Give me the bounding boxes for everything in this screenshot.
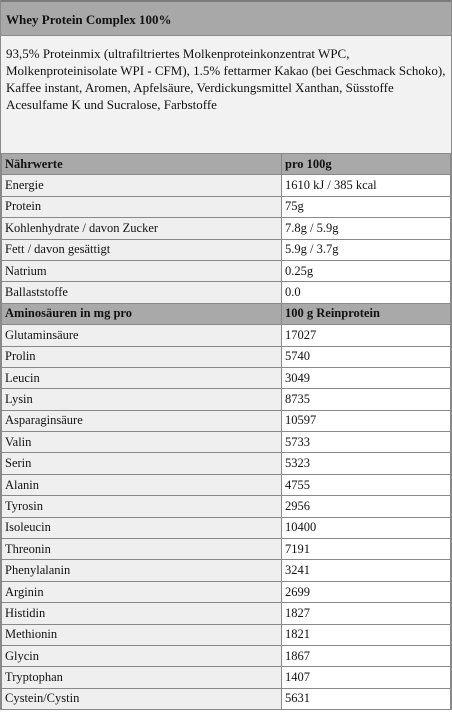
label-cell: Kohlenhydrate / davon Zucker bbox=[2, 218, 282, 239]
value-cell: 1867 bbox=[282, 645, 451, 666]
value-cell: 1827 bbox=[282, 603, 451, 624]
label-cell: Leucin bbox=[2, 367, 282, 388]
table-header-row bbox=[2, 303, 451, 324]
label-cell: Threonin bbox=[2, 539, 282, 560]
product-title: Whey Protein Complex 100% bbox=[1, 0, 451, 36]
table-header-row bbox=[2, 154, 451, 175]
value-cell: 1610 kJ / 385 kcal bbox=[282, 175, 451, 196]
table-row bbox=[2, 453, 451, 474]
table-row bbox=[2, 432, 451, 453]
label-cell: Energie bbox=[2, 175, 282, 196]
value-cell: 7.8g / 5.9g bbox=[282, 218, 451, 239]
value-cell: 8735 bbox=[282, 389, 451, 410]
table-row bbox=[2, 667, 451, 688]
header-label-cell: Aminosäuren in mg pro bbox=[2, 303, 282, 324]
label-cell: Tryptophan bbox=[2, 667, 282, 688]
label-cell: Isoleucin bbox=[2, 517, 282, 538]
value-cell: 2699 bbox=[282, 581, 451, 602]
label-cell: Protein bbox=[2, 196, 282, 217]
header-label-cell: Nährwerte bbox=[2, 154, 282, 175]
value-cell: 0.0 bbox=[282, 282, 451, 303]
table-row bbox=[2, 496, 451, 517]
label-cell: Phenylalanin bbox=[2, 560, 282, 581]
value-cell: 10400 bbox=[282, 517, 451, 538]
table-row bbox=[2, 389, 451, 410]
value-cell: 1407 bbox=[282, 667, 451, 688]
value-cell: 5.9g / 3.7g bbox=[282, 239, 451, 260]
table-row bbox=[2, 688, 451, 709]
value-cell: 4755 bbox=[282, 474, 451, 495]
table-row bbox=[2, 560, 451, 581]
label-cell: Histidin bbox=[2, 603, 282, 624]
value-cell: 3241 bbox=[282, 560, 451, 581]
table-row bbox=[2, 239, 451, 260]
table-row bbox=[2, 175, 451, 196]
ingredients-text: 93,5% Proteinmix (ultrafiltriertes Molkenproteinkonzentrat WPC, Molkenproteinisolate WPI - CFM), 1.5% fettarmer Kakao (bei Geschmack Schoko), Kaffee instant, Aromen, Apfelsäure, Verdickungsmittel Xanthan, Süsstoffe Acesulfame K und Sucralose, Farbstoffe bbox=[1, 36, 451, 153]
table-row bbox=[2, 474, 451, 495]
label-cell: Natrium bbox=[2, 260, 282, 281]
label-cell: Ballaststoffe bbox=[2, 282, 282, 303]
header-value-cell: 100 g Reinprotein bbox=[282, 303, 451, 324]
label-cell: Glutaminsäure bbox=[2, 325, 282, 346]
table-row bbox=[2, 218, 451, 239]
label-cell: Valin bbox=[2, 432, 282, 453]
value-cell: 5631 bbox=[282, 688, 451, 709]
value-cell: 3049 bbox=[282, 367, 451, 388]
value-cell: 5740 bbox=[282, 346, 451, 367]
table-row bbox=[2, 539, 451, 560]
table-row bbox=[2, 581, 451, 602]
table-row bbox=[2, 196, 451, 217]
table-row bbox=[2, 410, 451, 431]
table-row bbox=[2, 645, 451, 666]
label-cell: Arginin bbox=[2, 581, 282, 602]
value-cell: 2956 bbox=[282, 496, 451, 517]
value-cell: 5733 bbox=[282, 432, 451, 453]
label-cell: Serin bbox=[2, 453, 282, 474]
table-row bbox=[2, 624, 451, 645]
table-row bbox=[2, 325, 451, 346]
label-cell: Tyrosin bbox=[2, 496, 282, 517]
table-row bbox=[2, 517, 451, 538]
label-cell: Asparaginsäure bbox=[2, 410, 282, 431]
table-row bbox=[2, 367, 451, 388]
value-cell: 7191 bbox=[282, 539, 451, 560]
table-row bbox=[2, 346, 451, 367]
label-cell: Cystein/Cystin bbox=[2, 688, 282, 709]
value-cell: 0.25g bbox=[282, 260, 451, 281]
value-cell: 10597 bbox=[282, 410, 451, 431]
value-cell: 5323 bbox=[282, 453, 451, 474]
nutrition-table bbox=[1, 153, 451, 710]
label-cell: Fett / davon gesättigt bbox=[2, 239, 282, 260]
table-row bbox=[2, 260, 451, 281]
label-cell: Glycin bbox=[2, 645, 282, 666]
value-cell: 1821 bbox=[282, 624, 451, 645]
label-cell: Prolin bbox=[2, 346, 282, 367]
table-row bbox=[2, 282, 451, 303]
table-row bbox=[2, 603, 451, 624]
value-cell: 17027 bbox=[282, 325, 451, 346]
label-cell: Alanin bbox=[2, 474, 282, 495]
value-cell: 75g bbox=[282, 196, 451, 217]
header-value-cell: pro 100g bbox=[282, 154, 451, 175]
label-cell: Methionin bbox=[2, 624, 282, 645]
label-cell: Lysin bbox=[2, 389, 282, 410]
